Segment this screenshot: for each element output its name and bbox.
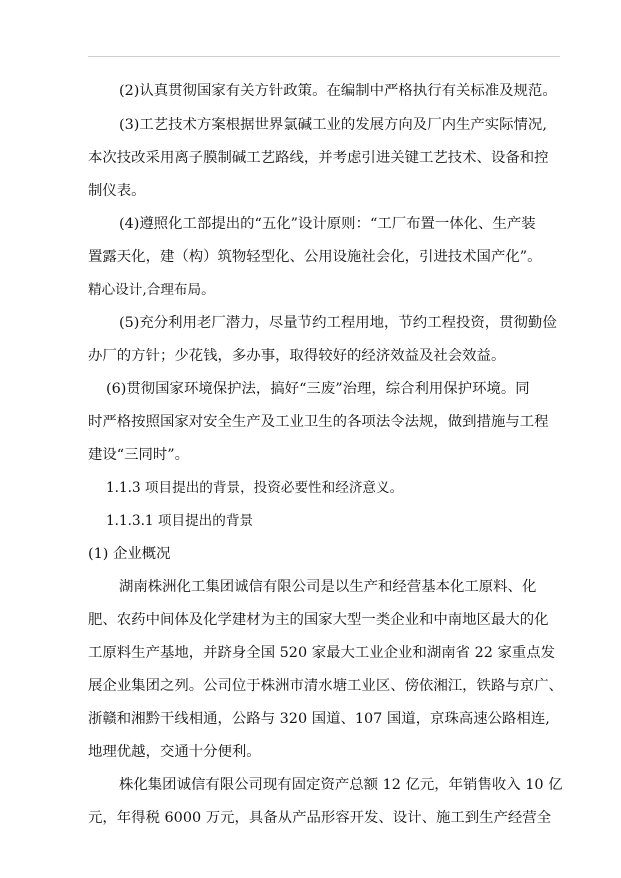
paragraph-line-15: 工原料生产基地，并跻身全国 520 家最大工业企业和湖南省 22 家重点发 — [88, 645, 556, 661]
subsection-heading-enterprise-overview: (1) 企业概况 — [88, 546, 171, 562]
paragraph-line-17: 浙赣和湘黔干线相通，公路与 320 国道、107 国道，京珠高速公路相连, — [88, 711, 550, 727]
paragraph-line-14: 肥、农药中间体及化学建材为主的国家大型一类企业和中南地区最大的化 — [88, 612, 549, 628]
paragraph-line-1: (2)认真贯彻国家有关方针政策。在编制中严格执行有关标准及规范。 — [119, 83, 557, 99]
paragraph-line-18: 地理优越，交通十分便利。 — [88, 744, 261, 760]
paragraph-line-13: 湖南株洲化工集团诚信有限公司是以生产和经营基本化工原料、化 — [119, 579, 537, 595]
paragraph-line-11: 时严格按照国家对安全生产及工业卫生的各项法令法规，做到措施与工程 — [88, 414, 549, 430]
paragraph-line-16: 展企业集团之列。公司位于株洲市清水塘工业区、傍依湘江，铁路与京广、 — [88, 678, 563, 694]
header-rule — [88, 56, 560, 57]
section-heading-1-1-3: 1.1.3 项目提出的背景，投资必要性和经济意义。 — [106, 480, 404, 496]
paragraph-line-9: 办厂的方针；少花钱，多办事，取得较好的经济效益及社会效益。 — [88, 348, 506, 364]
paragraph-line-5: (4)遵照化工部提出的“五化”设计原则：“工厂布置一体化、生产装 — [119, 216, 536, 232]
paragraph-line-12: 建设“三同时”。 — [88, 447, 190, 463]
paragraph-line-3: 本次技改采用离子膜制碱工艺路线，并考虑引进关键工艺技术、设备和控 — [88, 150, 549, 166]
paragraph-line-6: 置露天化，建（构）筑物轻型化、公用设施社会化，引进技术国产化”。 — [88, 249, 542, 265]
paragraph-line-19: 株化集团诚信有限公司现有固定资产总额 12 亿元，年销售收入 10 亿 — [119, 777, 563, 793]
paragraph-line-8: (5)充分利用老厂潜力，尽量节约工程用地，节约工程投资，贯彻勤俭 — [119, 315, 557, 331]
paragraph-line-7: 精心设计,合理布局。 — [88, 282, 215, 298]
paragraph-line-20: 元，年得税 6000 万元，具备从产品形容开发、设计、施工到生产经营全 — [88, 810, 552, 826]
section-heading-1-1-3-1: 1.1.3.1 项目提出的背景 — [106, 513, 254, 529]
paragraph-line-2: (3)工艺技术方案根据世界氯碱工业的发展方向及厂内生产实际情况, — [119, 117, 547, 133]
paragraph-line-10: (6)贯彻国家环境保护法，搞好“三废”治理，综合利用保护环境。同 — [106, 381, 530, 397]
paragraph-line-4: 制仪表。 — [88, 183, 146, 199]
